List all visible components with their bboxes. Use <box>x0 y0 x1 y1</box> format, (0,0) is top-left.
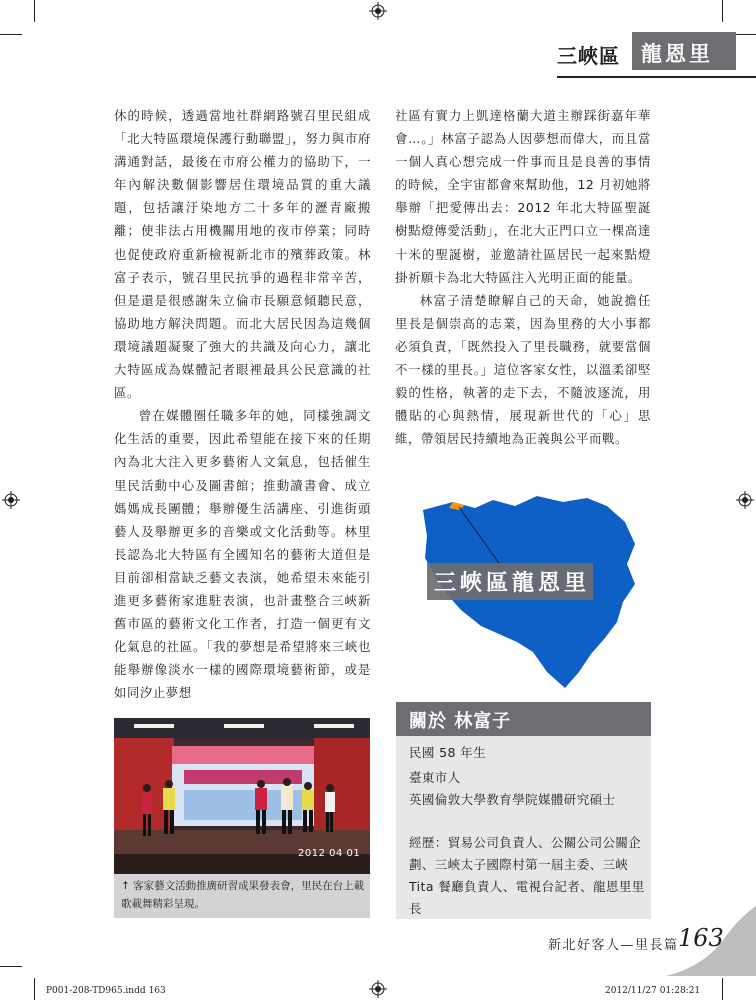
crop-mark <box>722 978 723 1000</box>
paragraph: 社區有實力上凱達格蘭大道主辦踩街嘉年華會…。」林富子認為人因夢想而偉大，而且當一個人真心想完成一件事而且是良善的事情的時候，全宇宙都會來幫助他，12 月初她將舉辦「把愛傳出去：2012 年北大特區聖誕樹點燈傳愛活動」，在北大正門口立一棵高達十米的聖誕樹，並邀請社區居民一起來點燈掛祈願卡為北大特區注入光明正面的能量。 <box>395 108 651 285</box>
crop-mark <box>0 34 22 35</box>
crop-mark <box>34 0 35 22</box>
registration-mark-icon <box>369 980 387 998</box>
registration-mark-icon <box>369 2 387 20</box>
paragraph: 林富子清楚瞭解自己的天命，她說擔任里長是個崇高的志業，因為里務的大小事都必須負責，「既然投入了里長職務，就要當個不一樣的里長。」這位客家女性，以溫柔卻堅毅的性格，執著的走下去，不隨波逐流，用體貼的心與熱情，展現新世代的「心」思維，帶領居民持續地為正義與公平而戰。 <box>395 292 651 447</box>
paragraph: 曾在媒體圈任職多年的她，同樣強調文化生活的重要，因此希望能在接下來的任期內為北大注入更多藝術人文氣息，包括催生里民活動中心及圖書館；推動讀書會、成立媽媽成長團體；舉辦優生活講座、引進街頭藝人及舉辦更多的音樂或文化活動等。林里長認為北大特區有全國知名的藝術大道但是目前卻相當缺乏藝文表演，她希望未來能引進更多藝術家進駐表演，也計畫整合三峽新舊市區的藝術文化工作者，打造一個更有文化氣息的社區。「我的夢想是希望將來三峽也能舉辦像淡水一樣的國際環境藝術節，或是如同汐止夢想 <box>114 408 371 701</box>
registration-mark-icon <box>2 491 20 509</box>
photo-date-stamp: 2012 04 01 <box>298 848 361 859</box>
about-experience: 經歷：貿易公司負責人、公關公司公關企劃、三峽太子國際村第一屆主委、三峽 Tita 餐廳負責人、電視台記者、龍恩里里長 <box>409 835 645 916</box>
crop-mark <box>734 34 756 35</box>
running-footer-title: 新北好客人—里長篇 <box>548 938 679 953</box>
map-label: 三峽區龍恩里 <box>434 571 591 596</box>
about-title: 關於 林富子 <box>409 711 512 732</box>
print-slug-file: P001-208-TD965.indd 163 <box>46 986 166 996</box>
paragraph: 休的時候，透過當地社群網路號召里民組成「北大特區環境保護行動聯盟」，努力與市府溝通對話，最後在市府公權力的協助下，一年內解決數個影響居住環境品質的重大議題，包括讓汙染地方二十多年的瀝青廠搬離；使非法占用機關用地的夜市停業；同時也促使政府重新檢視新北市的殯葬政策。林富子表示，號召里民抗爭的過程非常辛苦，但是還是很感謝朱立倫市長願意傾聽民意，協助地方解決問題。而北大居民因為這幾個環境議題凝聚了強大的共識及向心力，讓北大特區成為媒體記者眼裡最具公民意識的社區。 <box>114 108 371 401</box>
photo-caption: ↑ 客家藝文活動推廣研習成果發表會，里民在台上載歌載舞精彩呈現。 <box>121 880 365 910</box>
village-heading: 龍恩里 <box>641 41 713 66</box>
article-column-left <box>114 104 371 704</box>
print-slug-timestamp: 2012/11/27 01:28:21 <box>605 986 701 996</box>
header-rule <box>557 76 756 78</box>
district-heading: 三峽區 <box>557 44 620 68</box>
about-education: 英國倫敦大學教育學院媒體研究碩士 <box>409 792 616 807</box>
registration-mark-icon <box>736 491 754 509</box>
crop-mark <box>722 0 723 22</box>
article-column-right <box>395 104 651 450</box>
about-origin: 臺東市人 <box>409 770 461 785</box>
page-number: 163 <box>678 924 724 952</box>
about-birth: 民國 58 年生 <box>409 745 487 760</box>
crop-mark <box>0 966 22 967</box>
crop-mark <box>34 978 35 1000</box>
